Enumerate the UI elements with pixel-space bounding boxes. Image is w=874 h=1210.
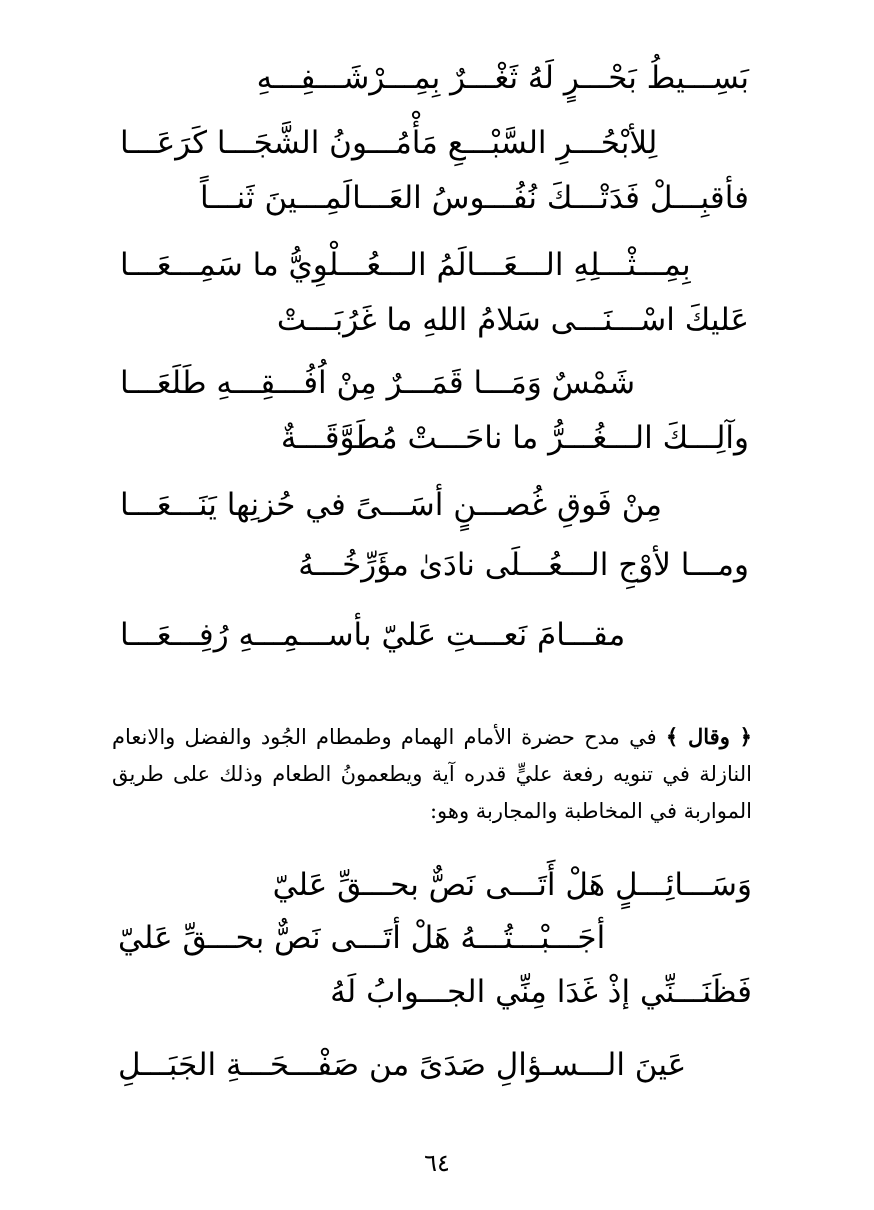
poem-one-line-6: شَمْسٌ وَمَـــا قَمَـــرٌ مِنْ اُفُـــقِـــهِ طَلَعَـــا [120,365,636,401]
poem-one-line-8: مِنْ فَوقِ غُصـــنٍ أسَـــىً في حُزنِها يَنَـــعَـــا [120,487,662,523]
poem-two-line-2: أجَـــبْـــتُـــهُ هَلْ أتَـــى نَصٌّ بحـــقِّ عَليّ [118,920,606,956]
poem-two-line-4: عَينَ الـــسـؤالِ صَدَىً من صَفْـــحَـــةِ الجَبَـــلِ [118,1047,687,1083]
poem-one-line-9: ومـــا لأوْجِ الـــعُـــلَى نادَىٰ مؤَرِّخُـــهُ [298,547,749,583]
intro-text: في مدح حضرة الأمام الهمام وطمطام الجُود والفضل والانعام النازلة في تنويه رفعة عليٍّ قدره آية ويطعمونُ الطعام وذلك على طريق المواربة في المخاطبة والمجاربة وهو: [112,725,752,823]
poem-one-line-2: لِلأبْحُـــرِ السَّبْـــعِ مَأْمُـــونُ الشَّجَـــا كَرَعَـــا [120,125,658,161]
poem-one-line-5: عَليكَ اسْـــنَـــى سَلامُ اللهِ ما غَرُبَـــتْ [276,302,749,338]
poem-two-line-3: فَظَنَـــنِّي إذْ غَدَا مِنِّي الجـــوابُ لَهُ [330,974,752,1010]
poem-one-line-10: مقـــامَ نَعـــتِ عَليّ بأســـمِـــهِ رُفِـــعَـــا [120,617,626,653]
intro-lead: ﴿ وقال ﴾ [665,724,752,749]
page-number: ٦٤ [424,1149,450,1177]
poem-two-line-1: وَسَـــائِـــلٍ هَلْ أَتَـــى نَصٌّ بحـــقِّ عَليّ [272,867,752,903]
intro-paragraph [112,718,752,830]
poem-one-line-4: بِمِـــثْـــلِهِ الـــعَـــالَمُ الـــعُـــلْوِيُّ ما سَمِـــعَـــا [120,247,691,283]
poem-one-line-7: وآلِـــكَ الـــغُـــرُّ ما ناحَـــتْ مُطَوَّقَـــةٌ [280,420,749,456]
poem-one-line-1: بَسِـــيطُ بَحْـــرٍ لَهُ ثَغْـــرٌ بِمِـــرْشَـــفِـــهِ [256,60,749,96]
poem-one-line-3: فأقبِـــلْ فَدَتْـــكَ نُفُـــوسُ العَـــالَمِـــينَ ثَنـــاً [199,180,749,216]
